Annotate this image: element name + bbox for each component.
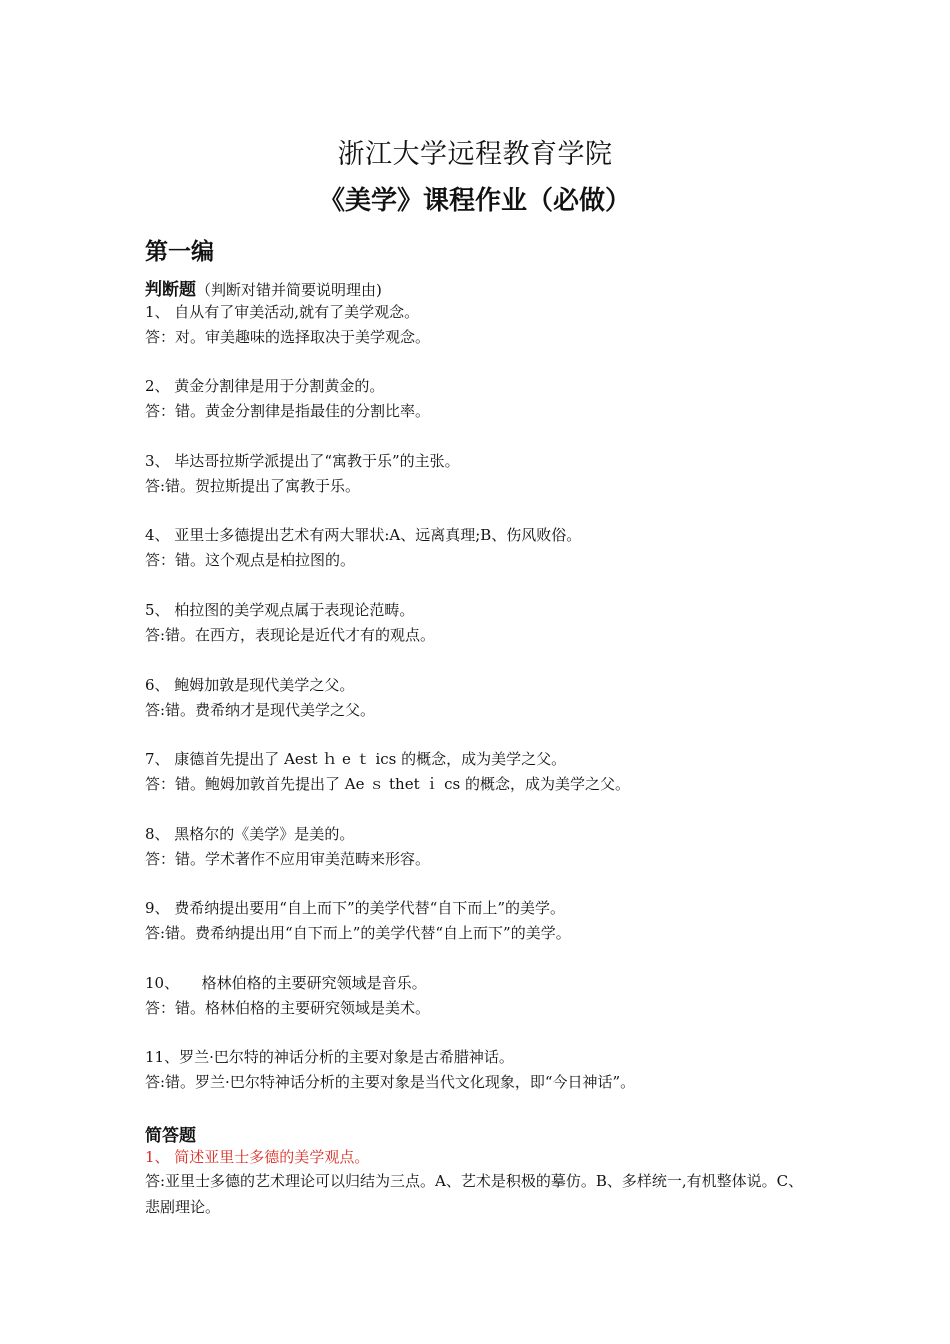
judgment-question-9: 9、 费希纳提出要用“自上而下”的美学代替“自下而上”的美学。 <box>145 899 565 917</box>
judgment-question-5: 5、 柏拉图的美学观点属于表现论范畴。 <box>145 601 415 619</box>
part-title: 第一编 <box>145 239 214 265</box>
judgment-answer-4: 答：错。这个观点是柏拉图的。 <box>145 551 356 569</box>
judgment-question-7: 7、 康德首先提出了 Aest ｈ e ｔ ics 的概念，成为美学之父。 <box>145 750 567 768</box>
judgment-answer-8: 答：错。学术著作不应用审美范畴来形容。 <box>145 850 431 868</box>
judgment-answer-7: 答：错。鲍姆加敦首先提出了 Ae ｓ thet ｉ cs 的概念，成为美学之父。 <box>145 775 631 793</box>
judgment-answer-3: 答:错。贺拉斯提出了寓教于乐。 <box>145 477 361 495</box>
judgment-answer-6: 答:错。费希纳才是现代美学之父。 <box>145 701 376 719</box>
judgment-answer-1: 答：对。审美趣味的选择取决于美学观念。 <box>145 328 431 346</box>
short-answer-heading <box>145 1121 196 1146</box>
judgment-question-8: 8、 黑格尔的《美学》是美的。 <box>145 825 355 843</box>
judgment-question-1: 1、 自从有了审美活动,就有了美学观念。 <box>145 303 420 321</box>
judgment-question-2: 2、 黄金分割律是用于分割黄金的。 <box>145 377 385 395</box>
judgment-question-3: 3、 毕达哥拉斯学派提出了“寓教于乐”的主张。 <box>145 452 460 470</box>
judgment-question-4: 4、 亚里士多德提出艺术有两大罪状:A、远离真理;B、伤风败俗。 <box>145 526 582 544</box>
judgment-answer-9: 答:错。费希纳提出用“自下而上”的美学代替“自上而下”的美学。 <box>145 924 571 942</box>
judgment-answer-2: 答：错。黄金分割律是指最佳的分割比率。 <box>145 402 431 420</box>
judgment-heading-note: （判断对错并简要说明理由) <box>196 281 382 299</box>
institution-title: 浙江大学远程教育学院 <box>337 139 613 170</box>
judgment-question-11: 11、罗兰·巴尔特的神话分析的主要对象是古希腊神话。 <box>145 1048 514 1066</box>
short-answer-heading-label: 简答题 <box>145 1126 196 1146</box>
course-title: 《美学》课程作业（必做） <box>318 186 631 216</box>
judgment-heading-label: 判断题 <box>145 280 196 300</box>
judgment-question-10: 10、 格林伯格的主要研究领域是音乐。 <box>145 974 427 992</box>
short-answer-answer-1: 答:亚里士多德的艺术理论可以归结为三点。A、艺术是积极的摹仿。B、多样统一,有机整体说。C、悲剧理论。 <box>145 1172 804 1216</box>
judgment-heading <box>145 275 382 300</box>
short-answer-question-1: 1、 简述亚里士多德的美学观点。 <box>145 1148 370 1166</box>
judgment-answer-11: 答:错。罗兰·巴尔特神话分析的主要对象是当代文化现象，即“今日神话”。 <box>145 1073 636 1091</box>
judgment-answer-5: 答:错。在西方，表现论是近代才有的观点。 <box>145 626 436 644</box>
judgment-question-6: 6、 鲍姆加敦是现代美学之父。 <box>145 676 355 694</box>
judgment-answer-10: 答：错。格林伯格的主要研究领域是美术。 <box>145 999 431 1017</box>
